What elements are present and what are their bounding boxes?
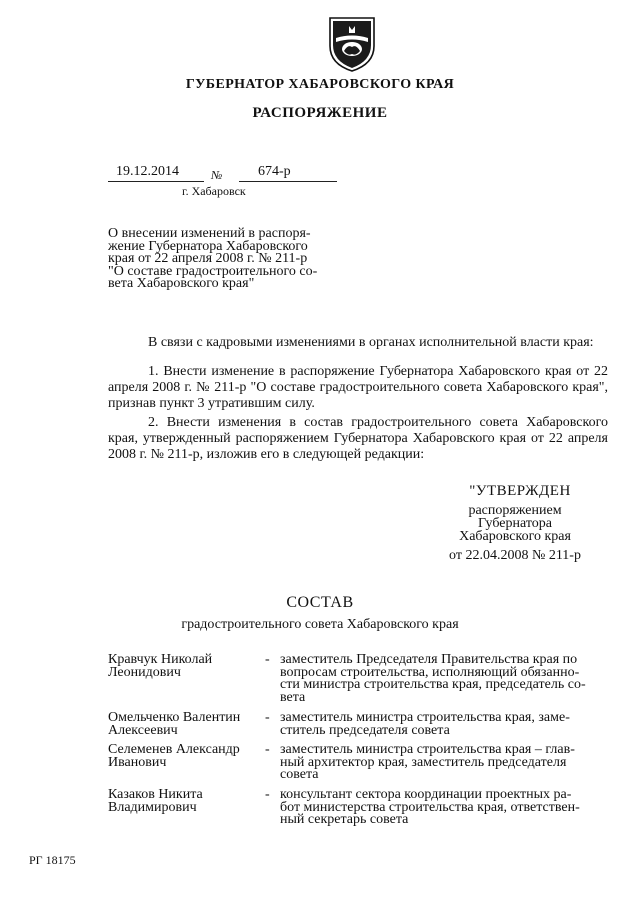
member-name-line: Кравчук Николай	[108, 652, 213, 667]
document-type: РАСПОРЯЖЕНИЕ	[252, 105, 388, 121]
member-position-line: вопросам строительства, исполняющий обязанно-	[280, 664, 580, 680]
paragraph-intro: В связи с кадровыми изменениями в органах исполнительной власти края:	[148, 335, 594, 350]
member-name-line: Селеменев Александр	[108, 742, 240, 757]
member-dash: -	[265, 742, 270, 757]
member-position-line: ный архитектор края, заместитель председателя	[280, 754, 567, 770]
subject-line: жение Губернатора Хабаровского	[108, 238, 308, 254]
member-position-line: заместитель министра строительства края – глав-	[280, 742, 575, 757]
member-position-line: заместитель Председателя Правительства края по	[280, 652, 578, 667]
approval-line: Хабаровского края	[459, 529, 571, 544]
subject-line: О внесении изменений в распоря-	[108, 226, 311, 241]
issuer-title: ГУБЕРНАТОР ХАБАРОВСКОГО КРАЯ	[185, 77, 455, 92]
member-dash: -	[265, 652, 270, 667]
member-position-line: вета	[280, 689, 306, 705]
member-position	[280, 744, 610, 782]
member-position-line: сти министра строительства края, председатель со-	[280, 677, 586, 692]
approval-stamp	[430, 485, 600, 562]
member-name-line: Алексеевич	[108, 722, 178, 738]
member-name-line: Иванович	[108, 754, 167, 770]
member-name-line: Владимирович	[108, 799, 197, 815]
document-date: 19.12.2014	[116, 164, 179, 179]
member-name	[108, 744, 258, 769]
member-position-line: ный секретарь совета	[280, 812, 409, 827]
approval-heading: "УТВЕРЖДЕН	[469, 483, 571, 499]
paragraph-item-2: 2. Внести изменения в состав градостроительного совета Хабаровского края, утвержденный распоряжением Губернатора Хабаровского края от 22 апреля 2008 г. № 211-р, изложив его в следующей редакции:	[108, 415, 608, 462]
member-position	[280, 654, 610, 704]
member-position	[280, 789, 610, 827]
member-position	[280, 712, 610, 737]
subject-line: "О составе градостроительного со-	[108, 263, 318, 279]
member-position-line: ститель председателя совета	[280, 722, 450, 738]
member-position-line: заместитель министра строительства края, заме-	[280, 710, 570, 725]
number-underline	[239, 181, 337, 182]
member-name	[108, 789, 258, 814]
member-name-line: Леонидович	[108, 664, 181, 680]
member-position-line: совета	[280, 767, 319, 782]
approval-line: распоряжением	[468, 503, 562, 518]
member-name-line: Омельченко Валентин	[108, 710, 241, 725]
subject-line: края от 22 апреля 2008 г. № 211-р	[108, 251, 308, 266]
crest-svg	[327, 16, 377, 72]
member-dash: -	[265, 787, 270, 802]
member-name-line: Казаков Никита	[108, 787, 203, 802]
document-subject	[108, 228, 364, 291]
member-name	[108, 654, 258, 679]
member-position-line: бот министерства строительства края, ответствен-	[280, 799, 580, 815]
document-number: 674-р	[258, 164, 291, 179]
paragraph-item-1: 1. Внести изменение в распоряжение Губернатора Хабаровского края от 22 апреля 2008 г. № 211-р "О составе градостроительного совета Хабаровского края", признав пункт 3 утратившим силу.	[108, 364, 608, 411]
composition-title: СОСТАВ	[286, 594, 354, 611]
approval-line: Губернатора	[477, 516, 553, 531]
member-name	[108, 712, 258, 737]
member-dash: -	[265, 710, 270, 725]
composition-subtitle: градостроительного совета Хабаровского края	[181, 617, 459, 632]
date-underline	[108, 181, 204, 182]
registry-code: РГ 18175	[29, 853, 76, 867]
khabarovsk-coat-of-arms-icon	[327, 16, 377, 72]
member-position-line: консультант сектора координации проектных ра-	[280, 787, 572, 802]
subject-line: вета Хабаровского края"	[108, 276, 255, 291]
approval-line: от 22.04.2008 № 211-р	[449, 548, 581, 563]
document-city: г. Хабаровск	[182, 184, 246, 198]
number-sign: №	[211, 168, 223, 182]
